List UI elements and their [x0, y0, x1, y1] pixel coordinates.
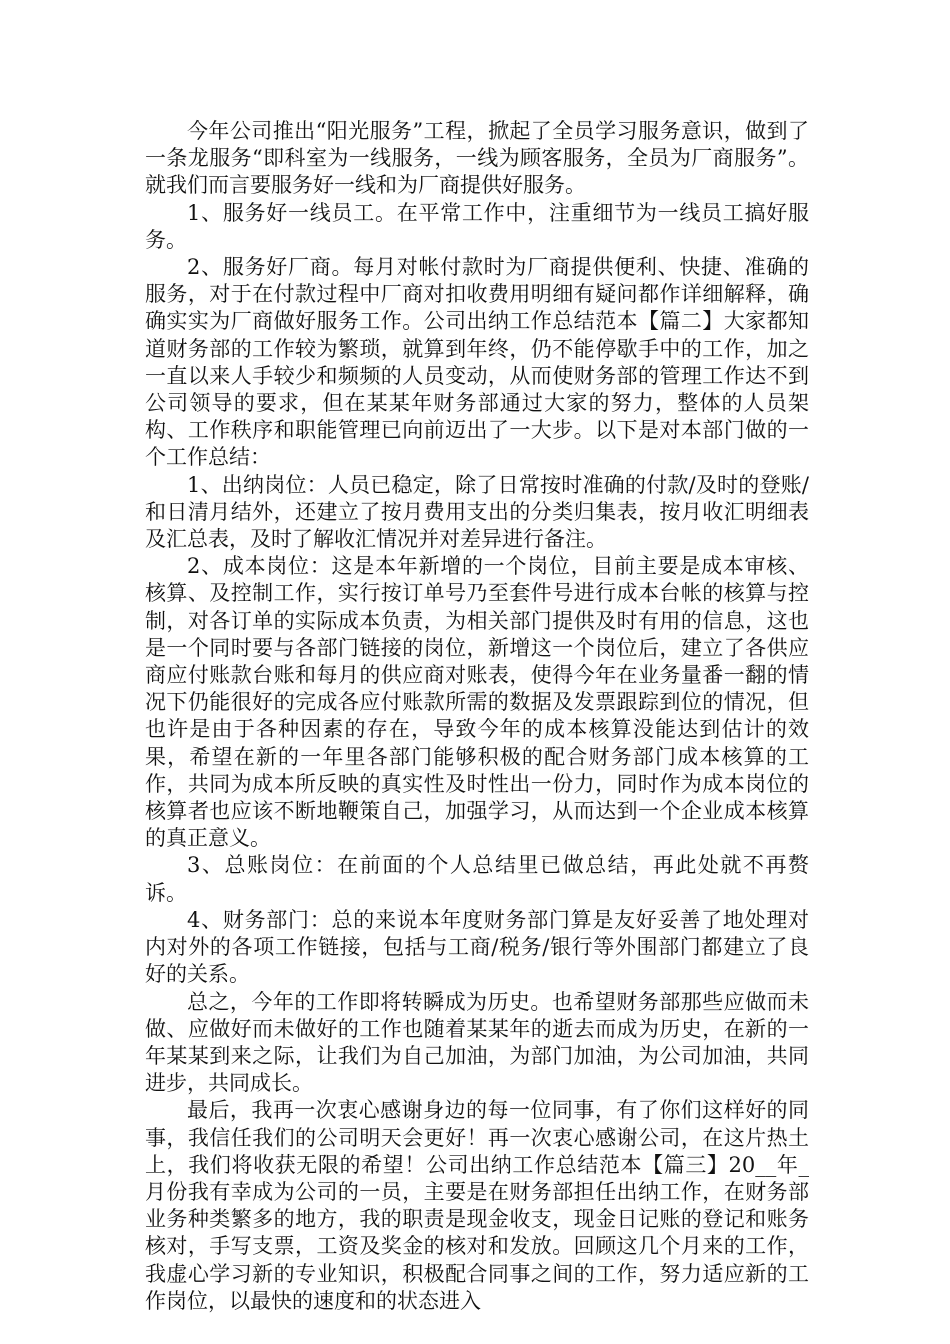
document-body — [145, 118, 809, 1315]
paragraph: 3、总账岗位：在前面的个人总结里已做总结，再此处就不再赘诉。 — [145, 853, 809, 905]
paragraph: 2、服务好厂商。每月对帐付款时为厂商提供便利、快捷、准确的服务，对于在付款过程中厂商对扣收费用明细有疑问都作详细解释，确确实实为厂商做好服务工作。公司出纳工作总结范本【篇二】大家都知道财务部的工作较为繁琐，就算到年终，仍不能停歇手中的工作，加之一直以来人手较少和频频的人员变动，从而使财务部的管理工作达不到公司领导的要求，但在某某年财务部通过大家的努力，整体的人员架构、工作秩序和职能管理已向前迈出了一大步。以下是对本部门做的一个工作总结： — [145, 255, 809, 470]
paragraph: 今年公司推出“阳光服务”工程，掀起了全员学习服务意识，做到了一条龙服务“即科室为一线服务，一线为顾客服务，全员为厂商服务”。就我们而言要服务好一线和为厂商提供好服务。 — [145, 119, 809, 198]
paragraph: 4、财务部门：总的来说本年度财务部门算是友好妥善了地处理对内对外的各项工作链接，包括与工商/税务/银行等外围部门都建立了良好的关系。 — [145, 907, 809, 987]
paragraph: 1、出纳岗位：人员已稳定，除了日常按时准确的付款/及时的登账/和日清月结外，还建立了按月费用支出的分类归集表，按月收汇明细表及汇总表，及时了解收汇情况并对差异进行备注。 — [145, 472, 809, 552]
paragraph: 1、服务好一线员工。在平常工作中，注重细节为一线员工搞好服务。 — [145, 200, 809, 252]
paragraph: 总之，今年的工作即将转瞬成为历史。也希望财务部那些应做而未做、应做好而未做好的工作也随着某某年的逝去而成为历史，在新的一年某某到来之际，让我们为自己加油，为部门加油，为公司加油，共同进步，共同成长。 — [145, 989, 809, 1096]
paragraph: 2、成本岗位：这是本年新增的一个岗位，目前主要是成本审核、核算、及控制工作，实行按订单号乃至套件号进行成本台帐的核算与控制，对各订单的实际成本负责，为相关部门提供及时有用的信息，这也是一个同时要与各部门链接的岗位，新增这一个岗位后，建立了各供应商应付账款台账和每月的供应商对账表，使得今年在业务量番一翻的情况下仍能很好的完成各应付账款所需的数据及发票跟踪到位的情况，但也许是由于各种因素的存在，导致今年的成本核算没能达到估计的效果，希望在新的一年里各部门能够积极的配合财务部门成本核算的工作，共同为成本所反映的真实性及时性出一份力，同时作为成本岗位的核算者也应该不断地鞭策自己，加强学习，从而达到一个企业成本核算的真正意义。 — [145, 554, 809, 851]
paragraph: 最后，我再一次衷心感谢身边的每一位同事，有了你们这样好的同事，我信任我们的公司明天会更好！再一次衷心感谢公司，在这片热土上，我们将收获无限的希望！公司出纳工作总结范本【篇三】20__年_月份我有幸成为公司的一员，主要是在财务部担任出纳工作，在财务部业务种类繁多的地方，我的职责是现金收支，现金日记账的登记和账务核对，手写支票，工资及奖金的核对和发放。回顾这几个月来的工作，我虚心学习新的专业知识，积极配合同事之间的工作，努力适应新的工作岗位，以最快的速度和的状态进入 — [145, 1098, 809, 1313]
